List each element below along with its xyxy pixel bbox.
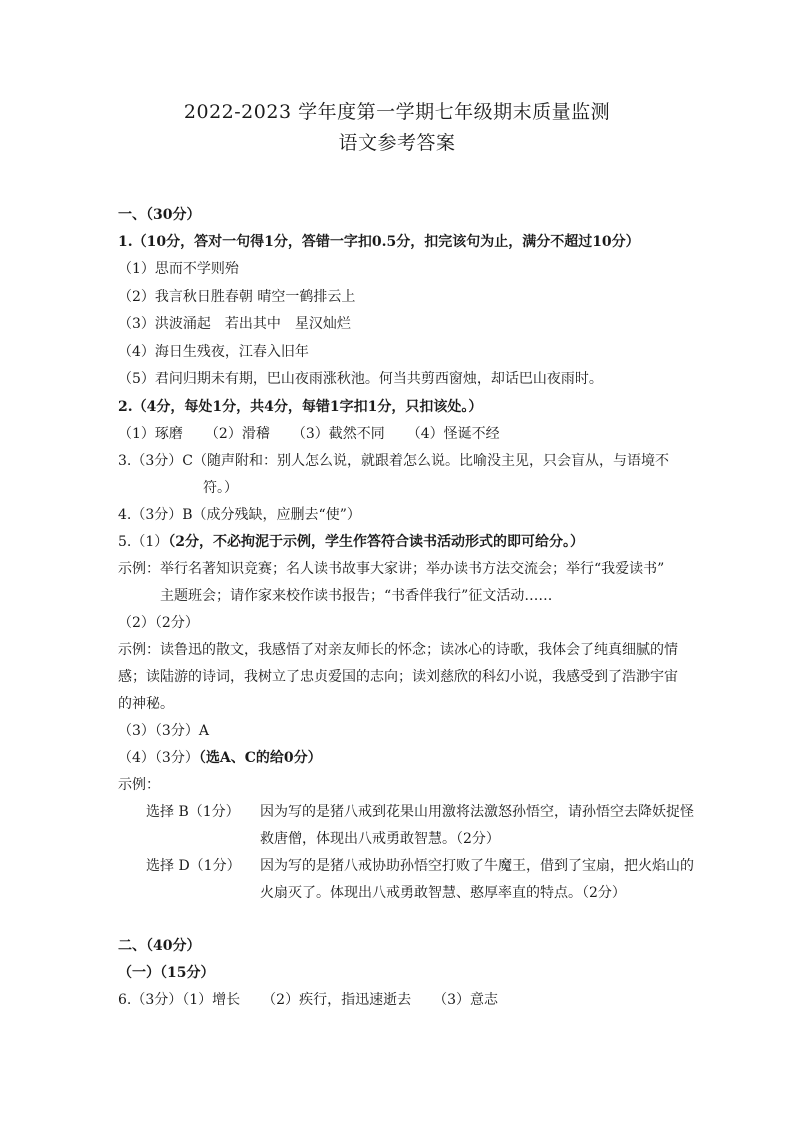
option-d-line-2: 火扇灭了。体现出八戒勇敢智慧、憨厚率直的特点。（2分） [260, 885, 626, 901]
q5-example-2-line-1: 示例：读鲁迅的散文，我感悟了对亲友师长的怀念；读冰心的诗歌，我体会了纯真细腻的情 [118, 642, 678, 658]
q6-answer-2: （2）疾行，指迅速逝去 [262, 992, 412, 1008]
q1-answer-4: （4）海日生残夜，江春入旧年 [118, 344, 309, 360]
q6-answers [118, 991, 498, 1009]
q2-answer-4: （4）怪诞不经 [406, 426, 500, 442]
q2-answer-3: （3）截然不同 [291, 426, 385, 442]
q5-part-4-label: （4）（3分） [118, 750, 199, 766]
q5-part-1-header [118, 533, 584, 551]
option-b-line-2: 救唐僧，体现出八戒勇敢智慧。（2分） [260, 831, 500, 847]
section-2-part-1-heading: （一）（15分） [118, 965, 215, 981]
q5-part-1-rule: （2分，不必拘泥于示例，学生作答符合读书活动形式的即可给分。） [168, 534, 585, 550]
q6-answer-1: 6.（3分）（1）增长 [118, 992, 241, 1008]
q1-answer-3: （3）洪波涌起 若出其中 星汉灿烂 [118, 316, 351, 332]
q5-part-3-answer: （3）（3分）A [118, 723, 209, 739]
section-1-heading: 一、（30分） [118, 207, 201, 223]
q2-answer-2: （2）滑稽 [204, 426, 270, 442]
q5-part-1-label: 5.（1） [118, 534, 169, 550]
q5-example-2-line-2: 感；读陆游的诗词，我树立了忠贞爱国的志向；读刘慈欣的科幻小说，我感受到了浩渺宇宙 [118, 669, 678, 685]
q2-header: 2.（4分，每处1分，共4分，每错1字扣1分，只扣该处。） [118, 399, 483, 415]
q4-answer: 4.（3分）B（成分残缺，应删去“使”） [118, 507, 361, 523]
q2-answers [118, 425, 500, 443]
q2-answer-1: （1）琢磨 [118, 426, 183, 442]
option-b-label: 选择 B（1分） [146, 804, 240, 820]
q5-example-1-line-2: 主题班会；请作家来校作读书报告；“书香伴我行”征文活动…… [160, 588, 553, 604]
q5-example-1-line-1: 示例：举行名著知识竞赛；名人读书故事大家讲；举办读书方法交流会；举行“我爱读书” [118, 561, 665, 577]
q1-answer-5: （5）君问归期未有期，巴山夜雨涨秋池。何当共剪西窗烛，却话巴山夜雨时。 [118, 371, 603, 387]
option-d-line-1: 因为写的是猪八戒协助孙悟空打败了牛魔王，借到了宝扇，把火焰山的 [260, 858, 694, 874]
q1-answer-1: （1）思而不学则殆 [118, 261, 239, 277]
page-subtitle: 语文参考答案 [338, 132, 456, 154]
q6-answer-3: （3）意志 [433, 992, 499, 1008]
page-title: 2022-2023 学年度第一学期七年级期末质量监测 [183, 101, 611, 123]
q3-line-2: 符。） [203, 480, 238, 496]
q1-header: 1.（10分，答对一句得1分，答错一字扣0.5分，扣完该句为止，满分不超过10分） [118, 234, 640, 250]
option-b-line-1: 因为写的是猪八戒到花果山用激将法激怒孙悟空，请孙悟空去降妖捉怪 [260, 804, 694, 820]
q5-part-4-header [118, 749, 322, 767]
q5-part-4-rule: （选A、C的给0分） [198, 750, 322, 766]
section-2-heading: 二、（40分） [118, 938, 201, 954]
option-d-label: 选择 D（1分） [146, 858, 241, 874]
q5-part-2-header: （2）（2分） [118, 615, 199, 631]
q1-answer-2: （2）我言秋日胜春朝 晴空一鹤排云上 [118, 289, 356, 305]
q5-example-2-line-3: 的神秘。 [118, 696, 174, 712]
q3-line-1: 3.（3分）C（随声附和：别人怎么说，就跟着怎么说。比喻没主见，只会盲从，与语境不 [118, 453, 669, 469]
q5-example-4-label: 示例： [118, 777, 160, 793]
